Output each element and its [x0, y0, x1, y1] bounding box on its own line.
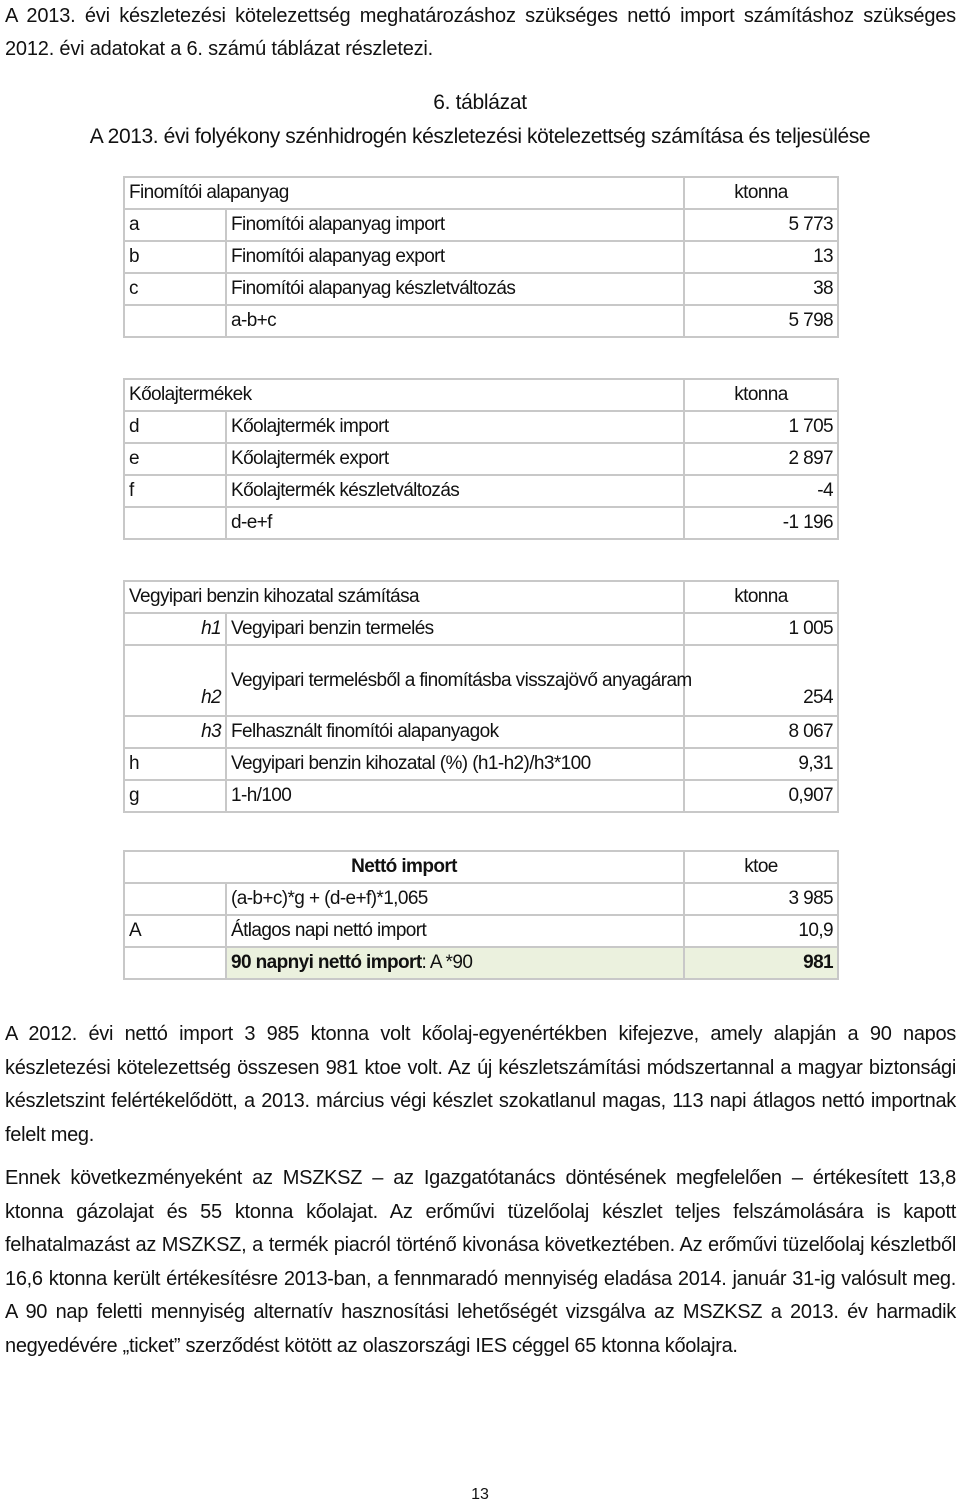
row-value: -1 196 [684, 507, 838, 539]
row-label: Kőolajtermék export [226, 443, 684, 475]
table-row [124, 411, 838, 443]
row-value: 10,9 [684, 915, 838, 947]
row-code: a [124, 209, 226, 241]
table-caption-number: 6. táblázat [433, 91, 527, 114]
row-value: 5 773 [684, 209, 838, 241]
unit-label: ktonna [684, 581, 838, 613]
row-code [124, 305, 226, 337]
table-row-result [124, 947, 838, 979]
table-header-row [124, 177, 838, 209]
unit-label: ktonna [684, 177, 838, 209]
table-petroleum-products [123, 378, 839, 540]
table-row [124, 273, 838, 305]
result-label-bold: 90 napnyi nettó import [231, 952, 422, 973]
table-header-row [124, 851, 838, 883]
row-label: Vegyipari benzin termelés [226, 613, 684, 645]
row-code: f [124, 475, 226, 507]
row-label: Finomítói alapanyag export [226, 241, 684, 273]
row-code: h [124, 748, 226, 780]
row-value: 38 [684, 273, 838, 305]
result-value: 981 [684, 947, 838, 979]
row-label: (a-b+c)*g + (d-e+f)*1,065 [226, 883, 684, 915]
table-row [124, 645, 838, 716]
table-row-total [124, 507, 838, 539]
table-row [124, 443, 838, 475]
result-label [226, 947, 684, 979]
body-paragraph-2: Ennek következményeként az MSZKSZ – az Igazgatótanács döntésének megfelelően – értékesített 13,8 ktonna gázolajat és 55 ktonna kőolajat. Az erőművi tüzelőolaj készlet teljes felszámolására is kapott felhatalmazást az MSZKSZ, a termék piacról történő kivonása következtében. Az erőművi tüzelőolaj készletből 16,6 ktonna került értékesítésre 2013-ban, a fennmaradó mennyiség eladása 2014. január 31-ig valósult meg. A 90 nap feletti mennyiség alternatív hasznosítási lehetőségét vizsgálva az MSZKSZ a 2013. év harmadik negyedévére „ticket” szerződést kötött az olaszországi IES céggel 65 ktonna kőolajra. [5, 1167, 956, 1357]
row-value: 1 705 [684, 411, 838, 443]
row-label: Vegyipari termelésből a finomításba visszajövő anyagáram [226, 645, 684, 716]
row-code: h3 [124, 716, 226, 748]
row-code: c [124, 273, 226, 305]
table-naphtha-yield [123, 580, 839, 813]
table-header-row [124, 581, 838, 613]
row-value: 3 985 [684, 883, 838, 915]
row-value: 254 [684, 645, 838, 716]
row-code-empty [124, 947, 226, 979]
table-header: Kőolajtermékek [124, 379, 684, 411]
table-row [124, 716, 838, 748]
table-row [124, 241, 838, 273]
row-code: h2 [124, 645, 226, 716]
body-paragraph-1: A 2012. évi nettó import 3 985 ktonna volt kőolaj-egyenértékben kifejezve, amely alapján a 90 napos készletezési kötelezettség összesen 981 ktoe volt. Az új készletszámítási módszertannal a magyar biztonsági készletszint felértékelődött, a 2013. március végi készlet szokatlanul magas, 113 napi átlagos nettó importnak felelt meg. [5, 1023, 956, 1146]
table-header: Nettó import [124, 851, 684, 883]
row-value: 5 798 [684, 305, 838, 337]
row-code: h1 [124, 613, 226, 645]
row-label: 1-h/100 [226, 780, 684, 812]
table-row [124, 209, 838, 241]
row-label: Finomítói alapanyag készletváltozás [226, 273, 684, 305]
table-net-import [123, 850, 839, 980]
row-code: d [124, 411, 226, 443]
table-refinery-feedstock [123, 176, 839, 338]
row-code: g [124, 780, 226, 812]
row-value: 2 897 [684, 443, 838, 475]
row-code: b [124, 241, 226, 273]
row-value: 9,31 [684, 748, 838, 780]
row-code: e [124, 443, 226, 475]
table-row [124, 748, 838, 780]
row-label: Kőolajtermék készletváltozás [226, 475, 684, 507]
table-row [124, 780, 838, 812]
table-row [124, 883, 838, 915]
row-code [124, 883, 226, 915]
table-row-total [124, 305, 838, 337]
unit-label: ktoe [684, 851, 838, 883]
table-row [124, 915, 838, 947]
row-code [124, 507, 226, 539]
row-label: a-b+c [226, 305, 684, 337]
row-code: A [124, 915, 226, 947]
table-header: Finomítói alapanyag [124, 177, 684, 209]
table-header: Vegyipari benzin kihozatal számítása [124, 581, 684, 613]
table-header-row [124, 379, 838, 411]
row-value: 13 [684, 241, 838, 273]
table-caption-title: A 2013. évi folyékony szénhidrogén készletezési kötelezettség számítása és teljesülése [89, 125, 871, 148]
row-value: 8 067 [684, 716, 838, 748]
row-label: Átlagos napi nettó import [226, 915, 684, 947]
row-value: 1 005 [684, 613, 838, 645]
intro-paragraph: A 2013. évi készletezési kötelezettség meghatározáshoz szükséges nettó import számításhoz szükséges 2012. évi adatokat a 6. számú táblázat részletezi. [5, 5, 956, 60]
table-row [124, 613, 838, 645]
row-label: Kőolajtermék import [226, 411, 684, 443]
table-row [124, 475, 838, 507]
row-label: Felhasznált finomítói alapanyagok [226, 716, 684, 748]
row-label: Vegyipari benzin kihozatal (%) (h1-h2)/h3*100 [226, 748, 684, 780]
row-value: -4 [684, 475, 838, 507]
page-number: 13 [471, 1486, 489, 1503]
row-value: 0,907 [684, 780, 838, 812]
result-label-formula: : A *90 [421, 952, 473, 973]
row-label: d-e+f [226, 507, 684, 539]
row-label: Finomítói alapanyag import [226, 209, 684, 241]
unit-label: ktonna [684, 379, 838, 411]
